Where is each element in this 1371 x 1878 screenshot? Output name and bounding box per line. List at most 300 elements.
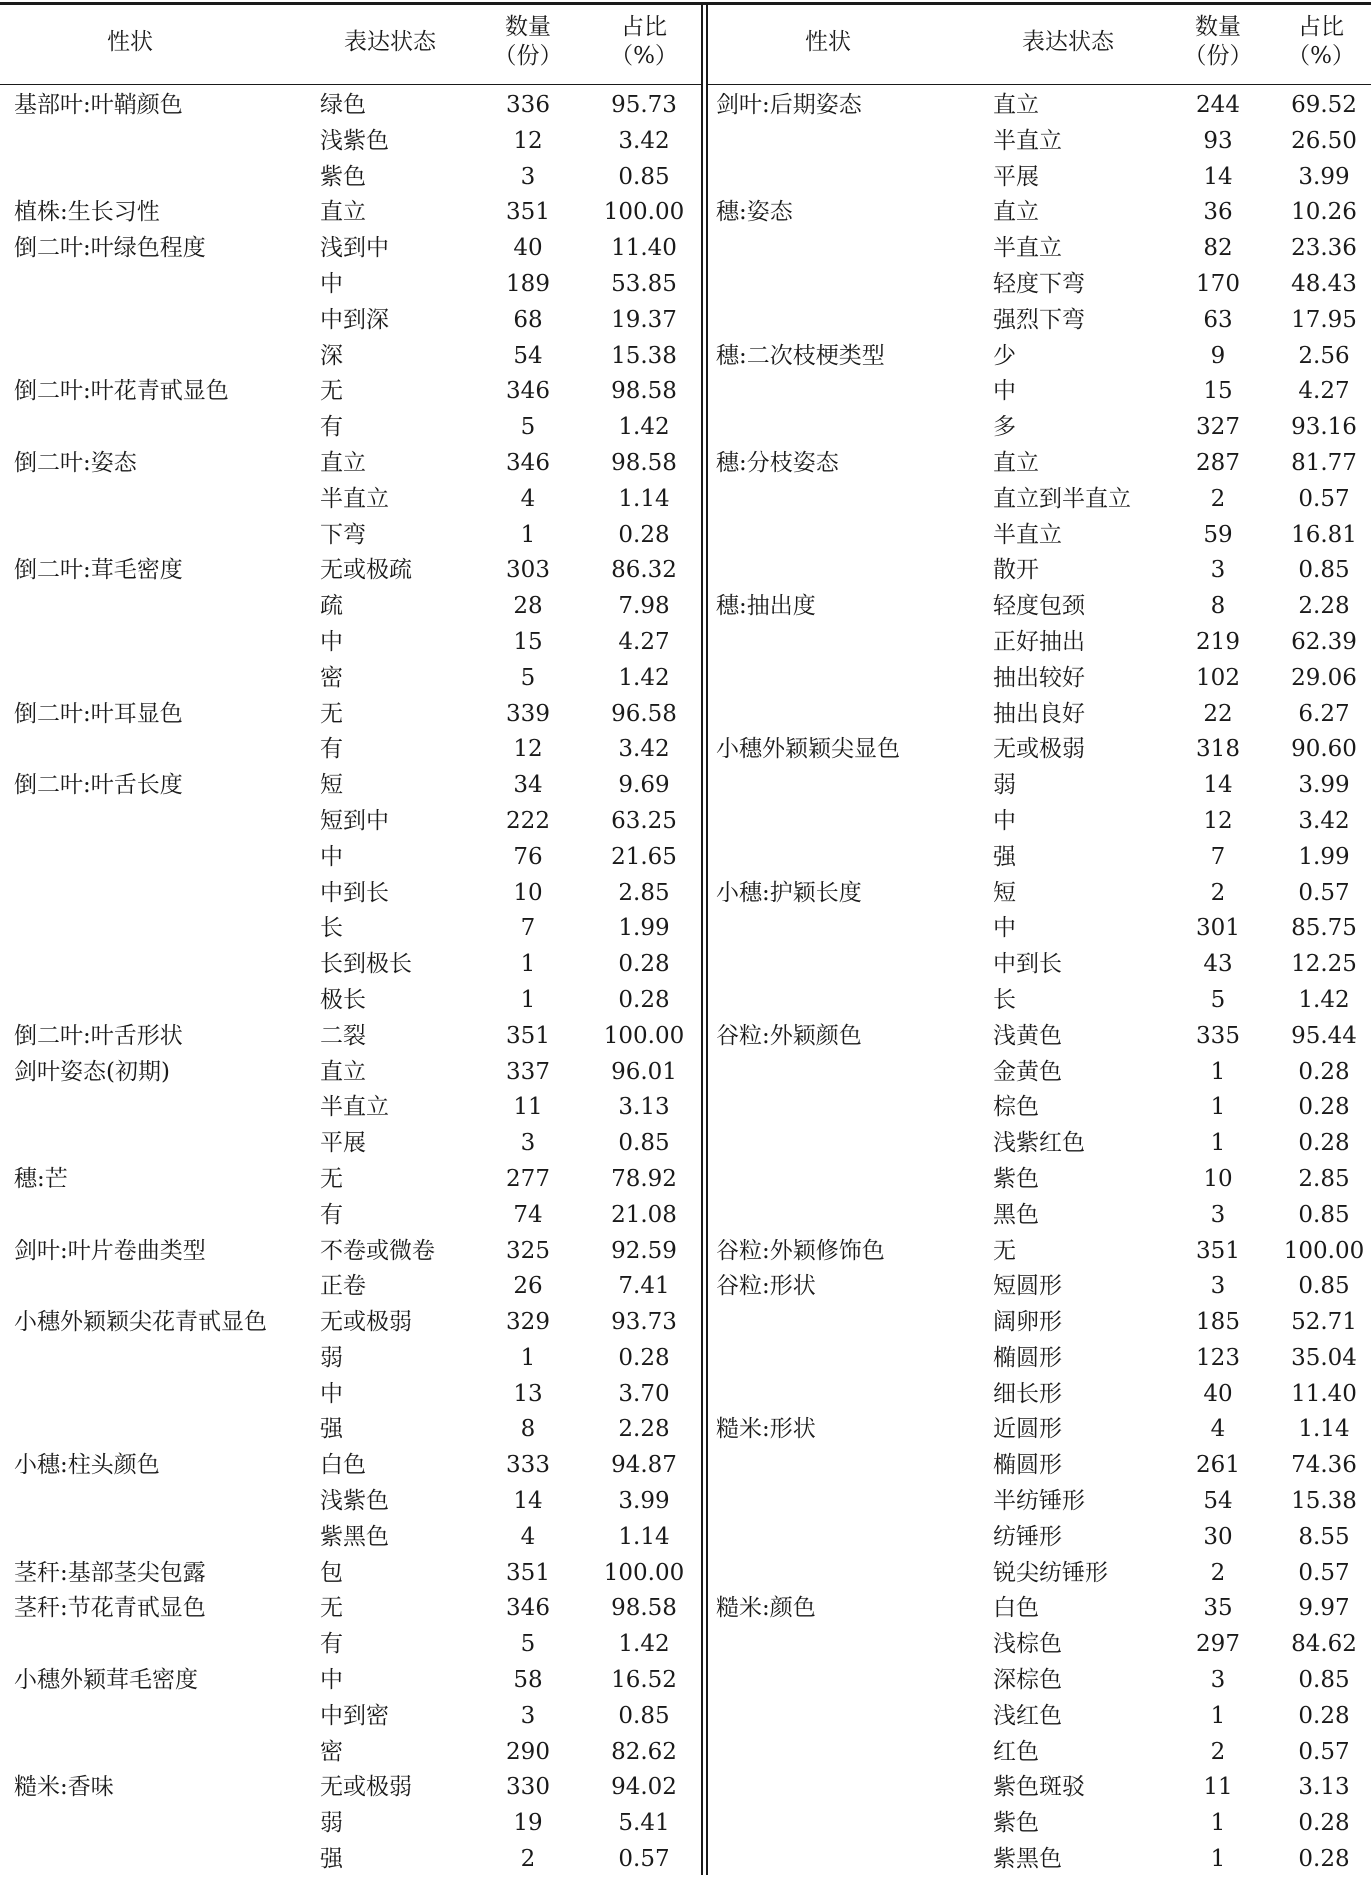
state-cell: 强烈下弯 (993, 306, 1085, 333)
table-row (708, 804, 1371, 840)
count-cell: 244 (1196, 92, 1240, 118)
trait-cell: 倒二叶:茸毛密度 (14, 557, 183, 584)
percent-cell: 15.38 (1291, 1488, 1357, 1515)
count-cell: 327 (1196, 414, 1240, 441)
count-cell: 63 (1203, 306, 1233, 333)
percent-cell: 0.28 (618, 951, 670, 978)
header-pct-line1: 占比 (620, 14, 667, 40)
count-cell: 40 (513, 235, 543, 262)
count-cell: 3 (520, 1130, 536, 1157)
percent-cell: 7.98 (618, 593, 670, 620)
count-cell: 4 (520, 485, 536, 512)
state-cell: 弱 (993, 772, 1016, 799)
table-row (708, 625, 1371, 661)
percent-cell: 7.41 (618, 1273, 670, 1300)
state-cell: 白色 (993, 1595, 1039, 1622)
count-cell: 76 (513, 843, 543, 870)
percent-cell: 1.99 (1298, 843, 1350, 870)
percent-cell: 23.36 (1291, 235, 1357, 262)
percent-cell: 96.58 (611, 700, 677, 727)
percent-cell: 0.28 (1298, 1130, 1350, 1157)
count-cell: 1 (1210, 1846, 1226, 1873)
count-cell: 12 (513, 736, 543, 763)
count-cell: 1 (1210, 1094, 1226, 1121)
count-cell: 22 (1203, 700, 1233, 727)
state-cell: 半直立 (993, 127, 1062, 154)
count-cell: 19 (513, 1810, 543, 1837)
table-row (0, 303, 701, 339)
table-row (708, 303, 1371, 339)
state-cell: 半直立 (993, 521, 1062, 548)
percent-cell: 11.40 (611, 235, 677, 262)
percent-cell: 96.01 (611, 1058, 677, 1085)
state-cell: 椭圆形 (993, 1344, 1062, 1371)
state-cell: 强 (320, 1416, 343, 1443)
count-cell: 14 (1203, 772, 1233, 799)
percent-cell: 0.28 (1298, 1846, 1350, 1873)
count-cell: 3 (1210, 1201, 1226, 1228)
table-row (0, 482, 701, 518)
state-cell: 抽出较好 (993, 664, 1085, 691)
state-cell: 黑色 (993, 1201, 1039, 1228)
state-cell: 红色 (993, 1738, 1039, 1765)
table-row (708, 1806, 1371, 1842)
count-cell: 325 (506, 1237, 550, 1264)
table-row (708, 1556, 1371, 1592)
percent-cell: 3.42 (1298, 807, 1350, 834)
trait-cell: 谷粒:形状 (716, 1273, 816, 1300)
count-cell: 2 (1210, 879, 1226, 906)
count-cell: 303 (506, 557, 550, 584)
percent-cell: 0.85 (1298, 557, 1350, 584)
state-cell: 直立 (993, 449, 1039, 476)
table-row (0, 589, 701, 625)
count-cell: 12 (1203, 807, 1233, 834)
table-row (708, 1126, 1371, 1162)
state-cell: 半直立 (993, 235, 1062, 262)
state-cell: 浅棕色 (993, 1631, 1062, 1658)
state-cell: 短圆形 (993, 1273, 1062, 1300)
state-cell: 紫色 (993, 1810, 1039, 1837)
percent-cell: 29.06 (1291, 664, 1357, 691)
percent-cell: 0.57 (1298, 1738, 1350, 1765)
count-cell: 3 (520, 1702, 536, 1729)
percent-cell: 3.99 (618, 1488, 670, 1515)
header-pct-line2: （%） (610, 43, 678, 69)
table-row (0, 1198, 701, 1234)
percent-cell: 74.36 (1291, 1452, 1357, 1479)
state-cell: 多 (993, 414, 1016, 441)
header-percent (590, 0, 698, 84)
table-row (0, 804, 701, 840)
state-cell: 无或极疏 (320, 557, 412, 584)
table-row (708, 1448, 1371, 1484)
count-cell: 68 (513, 306, 543, 333)
percent-cell: 0.57 (1298, 879, 1350, 906)
state-cell: 长 (993, 986, 1016, 1013)
state-cell: 浅紫色 (320, 1488, 389, 1515)
state-cell: 半纺锤形 (993, 1488, 1085, 1515)
state-cell: 直立 (320, 1058, 366, 1085)
count-cell: 351 (506, 1022, 550, 1049)
count-cell: 9 (1210, 342, 1226, 369)
state-cell: 长 (320, 915, 343, 942)
table-row (0, 267, 701, 303)
count-cell: 3 (1210, 1273, 1226, 1300)
header-count-line1: 数量 (1195, 14, 1241, 40)
count-cell: 222 (506, 807, 550, 834)
count-cell: 34 (513, 772, 543, 799)
count-cell: 5 (520, 664, 536, 691)
table-row (0, 1269, 701, 1305)
percent-cell: 0.57 (1298, 485, 1350, 512)
table-row (0, 1806, 701, 1842)
count-cell: 74 (513, 1201, 543, 1228)
percent-cell: 81.77 (1291, 449, 1357, 476)
percent-cell: 90.60 (1291, 736, 1357, 763)
table-row (708, 1484, 1371, 1520)
table-row (708, 267, 1371, 303)
percent-cell: 0.85 (1298, 1201, 1350, 1228)
trait-cell: 糙米:香味 (14, 1774, 114, 1801)
state-cell: 细长形 (993, 1380, 1062, 1407)
count-cell: 330 (506, 1774, 550, 1801)
count-cell: 333 (506, 1452, 550, 1479)
table-row (0, 1699, 701, 1735)
table-row (708, 1663, 1371, 1699)
table-row (0, 1090, 701, 1126)
percent-cell: 19.37 (611, 306, 677, 333)
header-rule (0, 84, 701, 85)
percent-cell: 35.04 (1291, 1344, 1357, 1371)
table-row (0, 1663, 701, 1699)
table-row (708, 1770, 1371, 1806)
count-cell: 28 (513, 593, 543, 620)
state-cell: 中 (993, 378, 1016, 405)
state-cell: 轻度下弯 (993, 270, 1085, 297)
table-row (0, 1448, 701, 1484)
table-row (708, 1198, 1371, 1234)
state-cell: 无或极弱 (320, 1774, 412, 1801)
trait-cell: 剑叶:叶片卷曲类型 (14, 1237, 206, 1264)
trait-cell: 茎秆:基部茎尖包露 (14, 1559, 206, 1586)
percent-cell: 84.62 (1291, 1631, 1357, 1658)
percent-cell: 4.27 (1298, 378, 1350, 405)
percent-cell: 21.08 (611, 1201, 677, 1228)
table-row (708, 1377, 1371, 1413)
state-cell: 浅到中 (320, 235, 389, 262)
trait-cell: 穗:抽出度 (716, 593, 816, 620)
table-row (708, 374, 1371, 410)
table-row (0, 1520, 701, 1556)
percent-cell: 2.85 (1298, 1165, 1350, 1192)
percent-cell: 2.56 (1298, 342, 1350, 369)
table-row (0, 1842, 701, 1878)
state-cell: 椭圆形 (993, 1452, 1062, 1479)
count-cell: 30 (1203, 1523, 1233, 1550)
table-row (708, 1162, 1371, 1198)
table-row (0, 1126, 701, 1162)
count-cell: 346 (506, 449, 550, 476)
state-cell: 直立 (320, 199, 366, 226)
table-row (708, 1699, 1371, 1735)
state-cell: 中到密 (320, 1702, 389, 1729)
count-cell: 15 (513, 628, 543, 655)
table-row (708, 876, 1371, 912)
percent-cell: 2.85 (618, 879, 670, 906)
state-cell: 抽出良好 (993, 700, 1085, 727)
percent-cell: 0.85 (618, 1702, 670, 1729)
state-cell: 半直立 (320, 485, 389, 512)
percent-cell: 1.42 (618, 1631, 670, 1658)
table-row (708, 410, 1371, 446)
percent-cell: 48.43 (1291, 270, 1357, 297)
state-cell: 强 (320, 1846, 343, 1873)
table-row (0, 947, 701, 983)
count-cell: 1 (1210, 1702, 1226, 1729)
percent-cell: 1.99 (618, 915, 670, 942)
header-count-line1: 数量 (505, 14, 551, 40)
percent-cell: 6.27 (1298, 700, 1350, 727)
state-cell: 纺锤形 (993, 1523, 1062, 1550)
state-cell: 白色 (320, 1452, 366, 1479)
table-row (0, 983, 701, 1019)
count-cell: 93 (1203, 127, 1233, 154)
count-cell: 58 (513, 1667, 543, 1694)
table-row (0, 374, 701, 410)
count-cell: 5 (520, 1631, 536, 1658)
count-cell: 1 (520, 951, 536, 978)
percent-cell: 0.28 (1298, 1058, 1350, 1085)
count-cell: 170 (1196, 270, 1240, 297)
trait-cell: 小穗:柱头颜色 (14, 1452, 160, 1479)
count-cell: 4 (520, 1523, 536, 1550)
table-row (708, 518, 1371, 554)
table-row (708, 339, 1371, 375)
percent-cell: 2.28 (1298, 593, 1350, 620)
table-row (0, 1484, 701, 1520)
state-cell: 极长 (320, 986, 366, 1013)
state-cell: 有 (320, 1201, 343, 1228)
header-state: 表达状态 (1022, 28, 1114, 55)
table-row (0, 339, 701, 375)
count-cell: 59 (1203, 521, 1233, 548)
state-cell: 有 (320, 414, 343, 441)
trait-cell: 倒二叶:姿态 (14, 449, 137, 476)
count-cell: 287 (1196, 449, 1240, 476)
state-cell: 紫色 (320, 163, 366, 190)
percent-cell: 10.26 (1291, 199, 1357, 226)
count-cell: 1 (520, 521, 536, 548)
count-cell: 1 (1210, 1810, 1226, 1837)
percent-cell: 0.85 (618, 1130, 670, 1157)
trait-cell: 糙米:形状 (716, 1416, 816, 1443)
count-cell: 35 (1203, 1595, 1233, 1622)
percent-cell: 0.85 (618, 163, 670, 190)
percent-cell: 93.73 (611, 1309, 677, 1336)
state-cell: 阔卵形 (993, 1309, 1062, 1336)
state-cell: 绿色 (320, 92, 366, 118)
table-row (708, 1520, 1371, 1556)
count-cell: 54 (513, 342, 543, 369)
count-cell: 337 (506, 1058, 550, 1085)
state-cell: 弱 (320, 1810, 343, 1837)
state-cell: 包 (320, 1559, 343, 1586)
header-state: 表达状态 (344, 28, 436, 55)
table-row (708, 195, 1371, 231)
count-cell: 301 (1196, 915, 1240, 942)
table-row (0, 1412, 701, 1448)
state-cell: 紫色 (993, 1165, 1039, 1192)
table-row (708, 768, 1371, 804)
percent-cell: 1.42 (1298, 986, 1350, 1013)
trait-cell: 小穗外颖颖尖花青甙显色 (14, 1309, 267, 1336)
state-cell: 金黄色 (993, 1058, 1062, 1085)
percent-cell: 100.00 (603, 1022, 685, 1049)
header-rule (708, 84, 1371, 85)
state-cell: 短到中 (320, 807, 389, 834)
count-cell: 7 (520, 915, 536, 942)
count-cell: 2 (1210, 1559, 1226, 1586)
table-row (708, 1412, 1371, 1448)
table-row (0, 1770, 701, 1806)
percent-cell: 94.02 (611, 1774, 677, 1801)
trait-cell: 穗:姿态 (716, 199, 793, 226)
table-row (708, 661, 1371, 697)
trait-cell: 倒二叶:叶花青甙显色 (14, 378, 229, 405)
count-cell: 346 (506, 378, 550, 405)
table-row (708, 1305, 1371, 1341)
count-cell: 189 (506, 270, 550, 297)
state-cell: 无或极弱 (993, 736, 1085, 763)
count-cell: 219 (1196, 628, 1240, 655)
count-cell: 2 (520, 1846, 536, 1873)
state-cell: 直立 (993, 92, 1039, 118)
percent-cell: 86.32 (611, 557, 677, 584)
state-cell: 中到深 (320, 306, 389, 333)
count-cell: 2 (1210, 1738, 1226, 1765)
state-cell: 散开 (993, 557, 1039, 584)
trait-cell: 小穗:护颖长度 (716, 879, 862, 906)
percent-cell: 98.58 (611, 1595, 677, 1622)
count-cell: 3 (520, 163, 536, 190)
state-cell: 下弯 (320, 521, 366, 548)
percent-cell: 0.28 (1298, 1702, 1350, 1729)
count-cell: 14 (1203, 163, 1233, 190)
state-cell: 浅紫红色 (993, 1130, 1085, 1157)
percent-cell: 17.95 (1291, 306, 1357, 333)
header-count (478, 0, 578, 84)
table-row (708, 1234, 1371, 1270)
count-cell: 12 (513, 127, 543, 154)
table-row (708, 732, 1371, 768)
percent-cell: 15.38 (611, 342, 677, 369)
table-row (0, 732, 701, 768)
table-row (0, 625, 701, 661)
table-row (708, 840, 1371, 876)
count-cell: 11 (1203, 1774, 1233, 1801)
state-cell: 平展 (320, 1130, 366, 1157)
state-cell: 短 (993, 879, 1016, 906)
state-cell: 密 (320, 1738, 343, 1765)
header-pct-line2: （%） (1287, 43, 1355, 69)
count-cell: 5 (520, 414, 536, 441)
count-cell: 351 (1196, 1237, 1240, 1264)
header-trait: 性状 (805, 28, 851, 55)
percent-cell: 3.70 (618, 1380, 670, 1407)
percent-cell: 63.25 (611, 807, 677, 834)
percent-cell: 0.28 (618, 986, 670, 1013)
state-cell: 中 (320, 270, 343, 297)
state-cell: 近圆形 (993, 1416, 1062, 1443)
count-cell: 336 (506, 92, 550, 118)
trait-cell: 谷粒:外颖颜色 (716, 1022, 862, 1049)
count-cell: 351 (506, 1559, 550, 1586)
state-cell: 中 (320, 1667, 343, 1694)
state-cell: 有 (320, 1631, 343, 1658)
table-row (708, 1269, 1371, 1305)
count-cell: 43 (1203, 951, 1233, 978)
trait-cell: 穗:二次枝梗类型 (716, 342, 885, 369)
state-cell: 棕色 (993, 1094, 1039, 1121)
table-row (708, 160, 1371, 196)
state-cell: 锐尖纺锤形 (993, 1559, 1108, 1586)
table-row (0, 124, 701, 160)
state-cell: 紫色斑驳 (993, 1774, 1085, 1801)
percent-cell: 3.99 (1298, 163, 1350, 190)
header-trait: 性状 (107, 28, 153, 55)
state-cell: 疏 (320, 593, 343, 620)
table-row (708, 983, 1371, 1019)
header-count-line2: （份） (493, 43, 563, 69)
percent-cell: 0.28 (618, 1344, 670, 1371)
table-body (0, 88, 701, 1878)
state-cell: 短 (320, 772, 343, 799)
count-cell: 26 (513, 1273, 543, 1300)
state-cell: 平展 (993, 163, 1039, 190)
percent-cell: 95.44 (1291, 1022, 1357, 1049)
trait-cell: 小穗外颖茸毛密度 (14, 1667, 198, 1694)
table-row (0, 231, 701, 267)
state-cell: 直立 (993, 199, 1039, 226)
table-row (708, 88, 1371, 124)
table-row (708, 947, 1371, 983)
trait-cell: 小穗外颖颖尖显色 (716, 736, 900, 763)
state-cell: 无 (993, 1237, 1016, 1264)
table-row (0, 1556, 701, 1592)
percent-cell: 21.65 (611, 843, 677, 870)
table-row (708, 1055, 1371, 1091)
state-cell: 无或极弱 (320, 1309, 412, 1336)
state-cell: 中 (320, 628, 343, 655)
percent-cell: 52.71 (1291, 1309, 1357, 1336)
count-cell: 1 (1210, 1058, 1226, 1085)
percent-cell: 0.85 (1298, 1273, 1350, 1300)
table-row (0, 1735, 701, 1771)
count-cell: 185 (1196, 1309, 1240, 1336)
state-cell: 不卷或微卷 (320, 1237, 435, 1264)
trait-cell: 倒二叶:叶耳显色 (14, 700, 183, 727)
table-row (708, 553, 1371, 589)
trait-cell: 倒二叶:叶绿色程度 (14, 235, 206, 262)
percent-cell: 1.14 (618, 485, 670, 512)
table-row (0, 446, 701, 482)
percent-cell: 26.50 (1291, 127, 1357, 154)
count-cell: 1 (520, 1344, 536, 1371)
table-row (0, 1591, 701, 1627)
state-cell: 中 (320, 1380, 343, 1407)
percent-cell: 5.41 (618, 1810, 670, 1837)
